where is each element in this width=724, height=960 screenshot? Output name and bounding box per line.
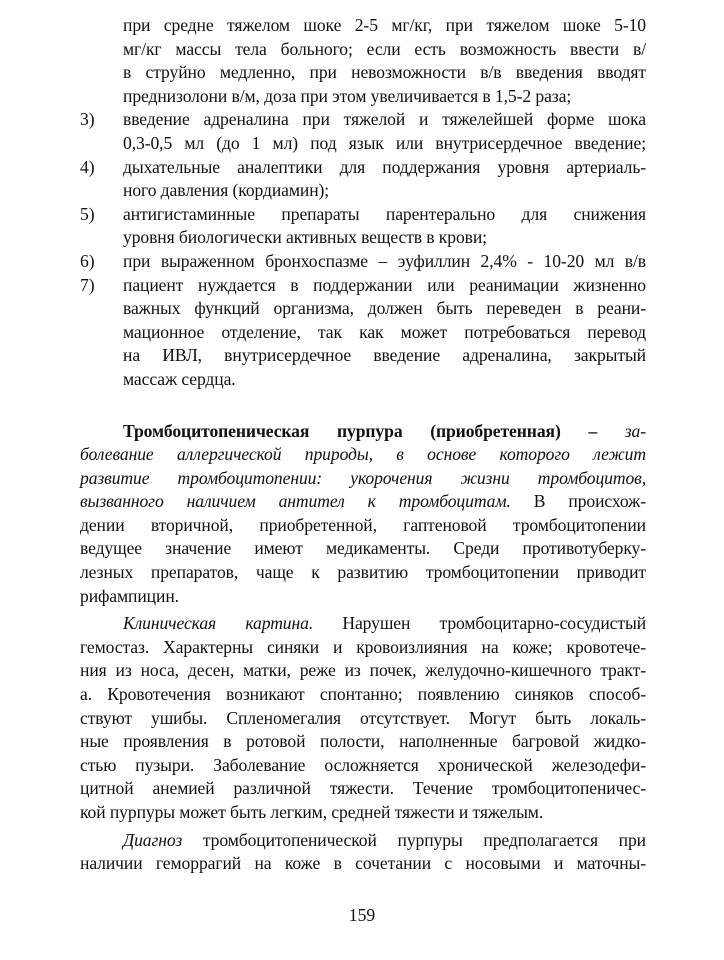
- list-item-5: [80, 203, 646, 250]
- list-item-3: [80, 108, 646, 155]
- paragraph-diagnosis: [80, 829, 646, 876]
- text-line: ные проявления в ротовой полости, наполненные багровой жидко-: [80, 731, 646, 752]
- text-line: стью пузыри. Заболевание осложняется хронической железодефи-: [80, 754, 646, 775]
- text-line: при средне тяжелом шоке 2-5 мг/кг, при тяжелом шоке 5-10: [123, 15, 646, 35]
- text-line: мг/кг массы тела больного; если есть возможность ввести в/: [123, 38, 646, 59]
- list-item-6: [80, 250, 646, 274]
- list-number: 7): [80, 274, 95, 295]
- text-line: преднизолони в/м, доза при этом увеличивается в 1,5-2 раза;: [123, 85, 572, 106]
- section-spacer: [80, 392, 646, 420]
- text-line: ведущее значение имеют медикаменты. Среди противотуберку-: [80, 538, 646, 559]
- page-body: [80, 14, 646, 876]
- text-line: антигистаминные препараты парентерально для снижения: [123, 203, 646, 224]
- text-line: пациент нуждается в поддержании или реанимации жизненно: [123, 274, 646, 295]
- list-number: 5): [80, 203, 95, 224]
- text-line: Диагноз тромбоцитопенической пурпуры предполагается при: [123, 829, 646, 850]
- list-item-7: [80, 274, 646, 392]
- text-line: развитие тромбоцитопении: укорочения жизни тромбоцитов,: [80, 467, 646, 488]
- text-line: Клиническая картина. Нарушен тромбоцитарно-сосудистый: [123, 613, 647, 634]
- text-line: болевание аллергической природы, в основе которого лежит: [80, 444, 646, 465]
- text-line: вызванного наличием антител к тромбоцитам. В происхож-: [80, 491, 646, 512]
- text-line: введение адреналина при тяжелой и тяжелейшей форме шока: [123, 109, 646, 130]
- text-line: дыхательные аналептики для поддержания уровня артериаль-: [123, 156, 646, 177]
- text-line: массаж сердца.: [123, 368, 236, 389]
- text-line: наличии геморрагий на коже в сочетании с носовыми и маточны-: [80, 853, 646, 874]
- text-line: уровня биологически активных веществ в крови;: [123, 227, 487, 248]
- definition-start: за-: [624, 420, 646, 441]
- text-line: важных функций организма, должен быть переведен в реани-: [123, 298, 646, 319]
- section-term: Тромбоцитопеническая пурпура (приобретенная): [123, 420, 561, 441]
- text-line: рифампицин.: [80, 585, 179, 606]
- text-line: ного давления (кордиамин);: [123, 180, 330, 201]
- paragraph-clinical: [80, 612, 646, 824]
- text-line: цитной анемией различной тяжести. Течение тромбоцитопеничес-: [80, 778, 646, 799]
- page-number: 159: [348, 905, 376, 925]
- text-line: ствуют ушибы. Спленомегалия отсутствует. Могут быть локаль-: [80, 707, 646, 728]
- text-line: дении вторичной, приобретенной, гаптеновой тромбоцитопении: [80, 514, 646, 535]
- text-line: гемостаз. Характерны синяки и кровоизлияния на коже; кровотече-: [80, 636, 646, 657]
- text-line: на ИВЛ, внутрисердечное введение адреналина, закрытый: [123, 345, 646, 366]
- text-line: [80, 420, 646, 444]
- text-line: 0,3-0,5 мл (до 1 мл) под язык или внутрисердечное введение;: [123, 132, 646, 153]
- clinical-label: Клиническая картина.: [123, 613, 314, 634]
- text-line: в струйно медленно, при невозможности в/в введения вводят: [123, 62, 646, 83]
- text-line: ния из носа, десен, матки, реже из почек, желудочно-кишечного тракт-: [80, 660, 646, 681]
- list-number: 3): [80, 109, 95, 130]
- diagnosis-label: Диагноз: [123, 829, 183, 850]
- text-line: лезных препаратов, чаще к развитию тромбоцитопении приводит: [80, 562, 646, 583]
- text-line: мационное отделение, так как может потребоваться перевод: [123, 321, 646, 342]
- list-number: 4): [80, 156, 95, 177]
- text-line: при выраженном бронхоспазме – эуфиллин 2,4% - 10-20 мл в/в: [123, 250, 646, 271]
- section-definition: [80, 420, 646, 609]
- text-line: а. Кровотечения возникают спонтанно; появлению синяков способ-: [80, 684, 646, 705]
- text-line: кой пурпуры может быть легким, средней тяжести и тяжелым.: [80, 802, 544, 822]
- list-continuation: [80, 14, 646, 108]
- list-number: 6): [80, 250, 95, 271]
- term-dash: –: [560, 420, 625, 441]
- list-item-4: [80, 156, 646, 203]
